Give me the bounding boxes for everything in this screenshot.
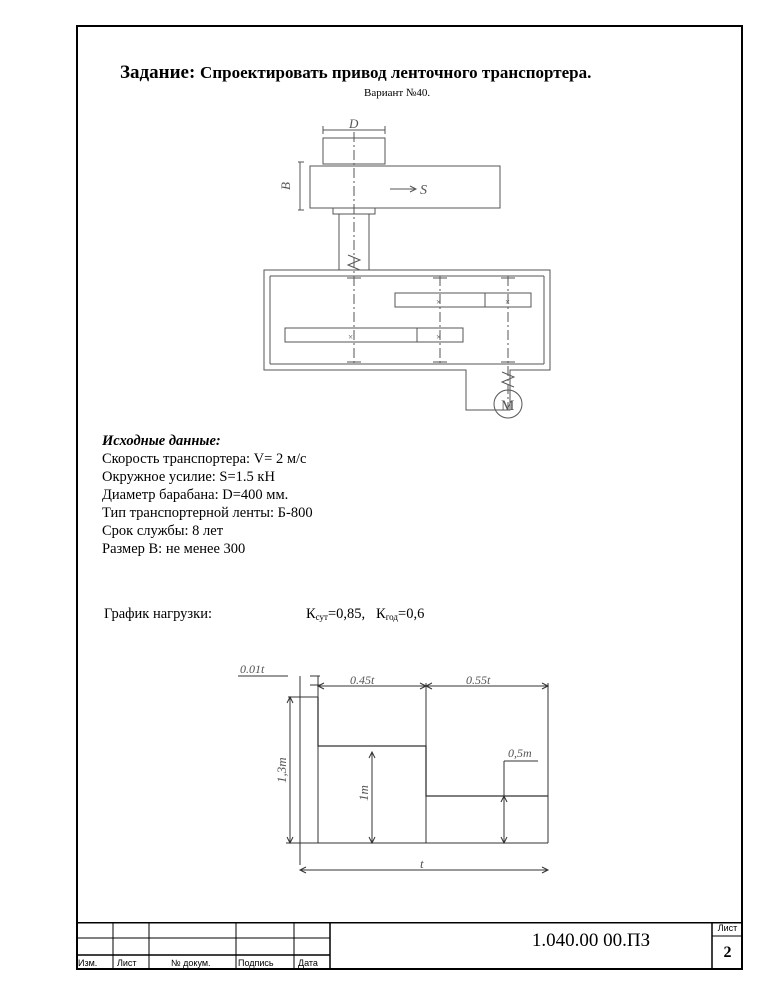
stamp-col-date: Дата bbox=[298, 958, 318, 968]
svg-text:×: × bbox=[436, 297, 442, 307]
stamp-col-sign: Подпись bbox=[238, 958, 274, 968]
label-t055: 0.55t bbox=[466, 673, 491, 687]
initial-data-line: Скорость транспортера: V= 2 м/с bbox=[102, 451, 307, 467]
scheme-label-d: D bbox=[349, 116, 359, 131]
svg-text:×: × bbox=[348, 332, 354, 342]
initial-data-line: Диаметр барабана: D=400 мм. bbox=[102, 487, 289, 503]
document-code: 1.040.00 00.ПЗ bbox=[531, 930, 651, 951]
label-05m: 0,5m bbox=[508, 746, 532, 760]
svg-text:×: × bbox=[436, 332, 442, 342]
k-god-sub: год bbox=[385, 612, 399, 622]
label-1m: 1m bbox=[356, 785, 371, 801]
task-title-prefix: Задание: bbox=[120, 62, 196, 83]
initial-data-line: Размер B: не менее 300 bbox=[102, 541, 246, 557]
k-god-letter: К bbox=[376, 606, 386, 622]
label-t045: 0.45t bbox=[350, 673, 375, 687]
k-sut-letter: К bbox=[306, 606, 316, 622]
scheme-label-s: S bbox=[420, 183, 427, 198]
initial-data bbox=[102, 432, 313, 558]
stamp-col-doc: № докум. bbox=[171, 958, 211, 968]
title-block bbox=[76, 922, 743, 970]
k-sut-sub: сут bbox=[315, 612, 328, 622]
initial-data-line: Тип транспортерной ленты: Б-800 bbox=[102, 505, 313, 521]
k-god-value: =0,6 bbox=[398, 606, 425, 622]
load-graph-label: График нагрузки: bbox=[104, 606, 212, 622]
stamp-col-list: Лист bbox=[117, 958, 137, 968]
svg-text:×: × bbox=[505, 297, 511, 307]
k-sut-value: =0,85, bbox=[327, 606, 366, 622]
load-coefficients bbox=[306, 606, 424, 623]
scheme-label-b: B bbox=[278, 182, 293, 190]
label-t: t bbox=[420, 856, 424, 871]
initial-data-heading: Исходные данные: bbox=[102, 433, 221, 449]
drive-scheme bbox=[240, 110, 570, 430]
scheme-label-motor: M bbox=[501, 398, 515, 414]
initial-data-line: Срок службы: 8 лет bbox=[102, 523, 224, 539]
sheet-label: Лист bbox=[717, 923, 738, 933]
initial-data-line: Окружное усилие: S=1.5 кН bbox=[102, 469, 275, 485]
load-chart bbox=[230, 655, 560, 885]
task-title bbox=[120, 62, 698, 84]
label-13m: 1,3m bbox=[274, 757, 289, 783]
task-title-text: Спроектировать привод ленточного транспортера. bbox=[200, 63, 592, 82]
variant-label: Вариант №40. bbox=[364, 87, 431, 99]
stamp-col-izm: Изм. bbox=[78, 958, 98, 968]
sheet-number: 2 bbox=[723, 944, 732, 961]
label-t01: 0.01t bbox=[240, 662, 265, 676]
